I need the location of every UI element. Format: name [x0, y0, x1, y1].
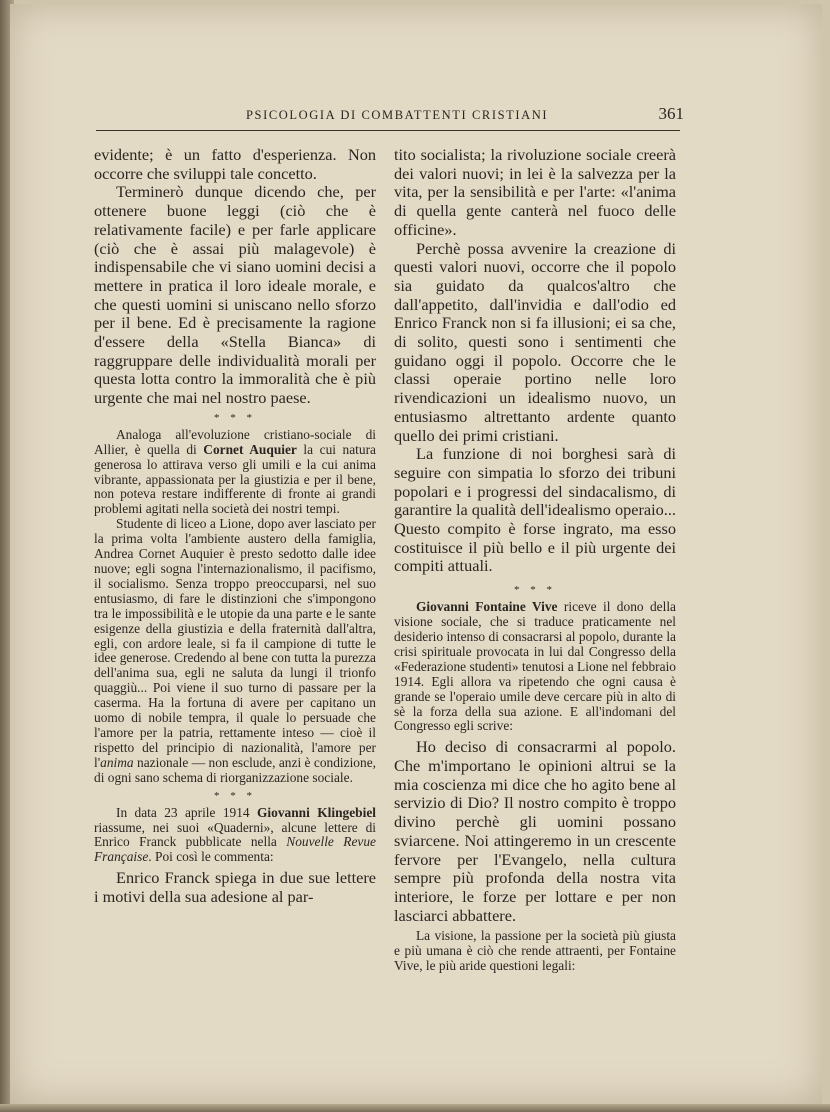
text-fragment: riassume, nei suoi «Quaderni», alcune lettere di Enrico Franck pubblicate nella [94, 819, 376, 850]
left-paragraph-6: Enrico Franck spiega in due sue lettere i motivi della sua adesione al par- [94, 868, 376, 906]
left-column [94, 146, 376, 907]
left-paragraph-1: evidente; è un fatto d'esperienza. Non occorre che sviluppi tale concetto. [94, 145, 376, 183]
section-separator: * * * [514, 584, 556, 597]
section-separator: * * * [214, 411, 256, 424]
emphasis: anima [100, 754, 134, 770]
left-paragraph-3 [94, 428, 376, 517]
person-name: Giovanni Fontaine Vive [416, 599, 558, 615]
text-fragment: la cui natura generosa lo attirava verso gli umili e la cui anima vibrante, appassionata per la giustizia e per il bene, non poteva restare indifferente di fronte ai grandi problemi agitati nella società dei nostri tempi. [94, 441, 376, 517]
text-fragment: Studente di liceo a Lione, dopo aver lasciato per la prima volta l'ambiente austero della famiglia, Andrea Cornet Auquier è presto sedotto dalle idee nuove; egli sogna l'internazionalismo, il pacifismo, il socialismo. Senza troppo preoccuparsi, nel suo entusiasmo, di fare le distinzioni che s'impongono tra le impossibilità e le utopie da una parte e le sante esigenze della giustizia e della fraternità dall'altra, egli, con ardore leale, si fa il campione di tutte le idee generose. Credendo al bene con tutta la purezza dell'anima sua, egli ne saluta da lungi il trionfo quaggiù... Poi viene il suo turno di passare per la caserma. Ha la fortuna di avere per capitano un uomo di nobile tempra, il quale lo persuade che l'amore per la patria, rettamente inteso — cioè il rispetto del principio di nazionalità, l'amore per l' [94, 516, 376, 770]
text-fragment: . Poi così le commenta: [148, 849, 274, 865]
right-paragraph-4 [394, 600, 676, 734]
running-head: PSICOLOGIA DI COMBATTENTI CRISTIANI [246, 108, 549, 122]
section-separator: * * * [214, 789, 256, 802]
left-paragraph-2: Terminerò dunque dicendo che, per ottenere buone leggi (ciò che è relativamente facile) e per farle applicare (ciò che è assai più malagevole) è indispensabile che vi siano uomini decisi a mettere in pratica il loro ideale morale, e che questi uomini si uniscano nello sforzo per il bene. Ed è precisamente la ragione d'essere della «Stella Bianca» di raggruppare delle individualità morali per questa lotta contro la immoralità che è più urgente che mai nel nostro paese. [94, 182, 376, 408]
page-bottom-edge [0, 1104, 830, 1112]
right-paragraph-2: Perchè possa avvenire la creazione di questi valori nuovi, occorre che il popolo sia guidato da qualcos'altro che dall'appetito, dall'invidia e dall'odio ed Enrico Franck non si fa illusioni; ei sa che, di solito, questi sono i sentimenti che guidano oggi il popolo. Occorre che le classi operaie portino nelle loro rivendicazioni un idealismo nuovo, un entusiasmo altrettanto ardente quanto quello dei primi cristiani. [394, 238, 676, 445]
page-header [96, 104, 684, 130]
text-fragment: riceve il dono della visione sociale, che si traduce praticamente nel desiderio intenso di consacrarsi al popolo, durante la crisi spirituale provocata in lui dal Congresso della «Federazione studenti» tenutosi a Lione nel febbraio 1914. Egli allora va ripetendo che ogni causa è grande se l'operaio umile deve cercare più in alto di sè la forza della sua azione. E all'indomani del Congresso egli scrive: [394, 599, 676, 734]
text-fragment: In data 23 aprile 1914 [116, 804, 257, 820]
journal-title: Nouvelle Revue Française [94, 834, 376, 865]
right-paragraph-3: La funzione di noi borghesi sarà di seguire con simpatia lo sforzo dei tribuni popolari e i progressi del sindacalismo, di garantire la qualità dell'idealismo operaio... Questo compito è forse ingrato, ma esso costituisce il più bello e il più urgente dei compiti attuali. [394, 444, 676, 576]
person-name: Cornet Auquier [203, 441, 297, 457]
text-fragment: nazionale — non esclude, anzi è condizione, di ogni sano schema di riorganizzazione sociale. [94, 754, 376, 785]
right-paragraph-6: La visione, la passione per la società più giusta e più umana è ciò che rende attraenti, per Fontaine Vive, le più aride questioni legali: [394, 928, 676, 974]
text-fragment: Analoga all'evoluzione cristiano-sociale di Allier, è quella di [94, 426, 376, 457]
person-name: Giovanni Klingebiel [257, 804, 376, 820]
right-paragraph-1: tito socialista; la rivoluzione sociale creerà dei valori nuovi; in lei è la salvezza per la vita, per la sensibilità e per l'arte: «l'anima di quella gente canterà nel fuoco delle officine». [394, 145, 676, 239]
left-paragraph-4 [94, 517, 376, 785]
page-number: 361 [658, 104, 684, 123]
left-paragraph-5 [94, 806, 376, 866]
right-column [394, 146, 676, 974]
header-rule [96, 130, 680, 131]
right-quotation: Ho deciso di consacrarmi al popolo. Che m'importano le opinioni altrui se la mia coscienza mi dice che ho agito bene al servizio di Dio? Il nostro compito è troppo divino perchè gli uomini possano sviarcene. Noi attingeremo in un crescente fervore per l'Evangelo, nella cultura sempre più profonda della nostra vita interiore, le forze per lottare e per non lasciarci abbattere. [394, 737, 676, 925]
